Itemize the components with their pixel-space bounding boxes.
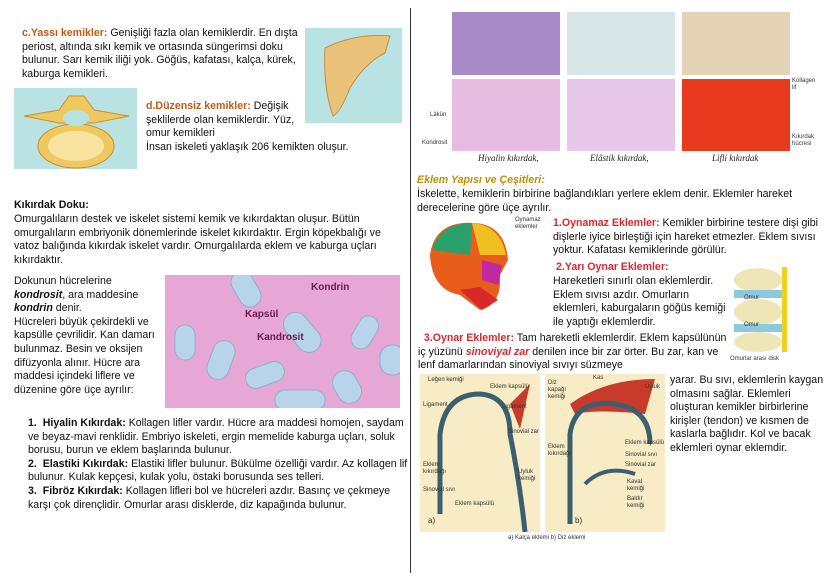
term-kondrin: kondrin <box>14 302 53 315</box>
flat-bones-text: Genişliği fazla olan kemiklerdir. En dışta periost, altında sıkı kemik ve ortasında süngerimsi doku bulunur. Sarı kemik iliği yok. Göğüs, kafatası, kalça, kürek, kaburga kemikleri. <box>22 27 298 80</box>
list-item: 1. Hiyalin Kıkırdak: Kollagen lifler vardır. Hücre ara maddesi homojen, saydam ve beyaz-mavi renklidir. Embriyo iskeleti, ergin memelide kaburga uçları, soluk borusu, burun ve eklem başlarında bulunur. <box>28 417 404 457</box>
vertebra-image <box>14 88 137 169</box>
movable-joints-text-continued: yarar. Bu sıvı, eklemlerin kaygan olmasını sağlar. Eklemleri oluşturan kemikler birbirlerine kirişler (tendon) ve kısmen de kaslarla bağlıdır. Kol ve bacak eklemleri oynar eklemdir. <box>670 374 824 454</box>
irregular-bones-title: d.Düzensiz kemikler: <box>146 100 251 112</box>
cartilage-histology-figure <box>420 12 815 162</box>
flat-bones-title: c.Yassı kemikler: <box>22 27 108 39</box>
label-omurlar-arasi-disk: Omurlar arası disk <box>730 356 780 362</box>
immovable-joints-paragraph: 1.Oynamaz Eklemler: Kemikler birbirine testere dişi gibi dişlerle iyice birleştiği için hareket etmezler. Eklem sıvısı yoktur. Kafatası kemiklerinde görülür. <box>553 217 818 257</box>
label-kikirdak-hucresi: Kıkırdak hücresi <box>792 134 815 147</box>
caption-elastik: Elâstik kıkırdak, <box>590 153 649 163</box>
label-lakun: Lâkün <box>430 112 447 118</box>
joints-heading: Eklem Yapısı ve Çeşitleri: <box>417 174 545 186</box>
caption-hiyalin: Hiyalin kıkırdak, <box>478 153 539 163</box>
label-kapsul: Kapsül <box>245 309 279 320</box>
semi-movable-title: 2.Yarı Oynar Eklemler: <box>556 261 669 273</box>
knee-joint-diagram: Kas Diz kapağı kemiği Uyluk Eklem kapsülü Eklem kıkırdağı Sinovial sıvı Sinovial zar Kaval kemiği Baldır kemiği b) <box>545 374 665 532</box>
hip-joint-diagram: Leğen kemiği Eklem kapsülü Ligament Ligament Sinovial zar Eklem kıkırdağı Uyluk kemiği Sinovial sıvı Eklem kapsülü a) <box>420 374 540 532</box>
joint-diagram-caption: a) Kalça eklemi b) Diz eklemi <box>508 535 586 541</box>
column-divider <box>410 8 411 573</box>
list-item: 2. Elastiki Kıkırdak: Elastiki lifler bulunur. Bükülme özelliği vardır. Az kollagen lif bulunur. Kulak kepçesi, kulak yolu, östaki borusunda ses telleri. <box>28 457 408 484</box>
irregular-bones-paragraph <box>146 100 306 141</box>
cartilage-intro: Omurgalıların destek ve iskelet sistemi kemik ve kıkırdaktan oluşur. Bütün omurgalıların embriyonik dönemlerinde iskelet kıkırdaktır. Ergin köpekbalığı ve vatoz balığında kıkırdak iskelet vardır. Omurgalılarda eklem ve kaburga uçları kıkırdaktır. <box>14 213 381 266</box>
flat-bones-paragraph <box>22 27 307 81</box>
cartilage-cells-paragraph: Dokunun hücrelerine kondrosit, ara maddesine kondrin denir. Hücreleri büyük çekirdekli ve kapsülle çevrilidir. Kan damarı bulunmaz. Besin ve oksijen difüzyonla alınır. Hücre ara maddesi içindeki liflere ve düzenine göre üçe ayrılır: <box>14 275 155 396</box>
irregular-bones-text: Değişik şeklilerde olan kemiklerdir. Yüz, omur kemikleri <box>146 100 295 140</box>
scapula-image <box>305 28 402 123</box>
label-omur: Omur <box>744 322 759 328</box>
label-kondrin: Kondrin <box>311 282 350 293</box>
skull-image <box>420 215 548 315</box>
list-item: 3. Fibröz Kıkırdak: Kollagen lifleri bol ve hücreleri azdır. Basınç ve çekmeye karşı çok dirençlidir. Omurlar arası disklerde, diz kapağında bulunur. <box>28 484 391 511</box>
term-sinoviyal-zar: sinoviyal zar <box>465 345 530 358</box>
skeleton-note: İnsan iskeleti yaklaşık 206 kemikten oluşur. <box>146 141 349 153</box>
label-omur: Omur <box>744 295 759 301</box>
cartilage-types-list <box>28 417 410 512</box>
label-kandrosit: Kandrosit <box>257 332 304 343</box>
chondrocyte-image <box>165 275 400 408</box>
spine-image <box>728 262 808 366</box>
caption-lifli: Lifli kıkırdak <box>712 153 759 163</box>
label-kondrosit: Kondrosit <box>422 140 448 146</box>
cartilage-heading: Kıkırdak Doku: <box>14 199 89 211</box>
label-kollagen-lif: Kollagen lif <box>792 78 816 91</box>
joints-intro: İskelette, kemiklerin birbirine bağlandıkları yerlere eklem denir. Eklemler hareket derecelerine göre üçe ayrılır. <box>417 188 793 214</box>
semi-movable-text: Hareketleri sınırlı olan eklemlerdir. Eklem sıvısı azdır. Omurların eklemleri, kaburgaların göğüs kemiği ile yaptığı eklemlerdir. <box>553 275 726 328</box>
term-kondrosit: kondrosit <box>14 288 63 301</box>
label-oynamaz-eklemler: Oynamaz eklemler <box>515 217 541 230</box>
movable-joints-paragraph: 3.Oynar Eklemler: Tam hareketli eklemlerdir. Eklem kapsülünün iç yüzünü sinoviyal zar denilen ince bir zar örter. Bu zar, kan ve lenf damarlarından sinoviyal sıvıyı süzmeye <box>418 332 727 372</box>
joint-diagram <box>420 374 665 544</box>
